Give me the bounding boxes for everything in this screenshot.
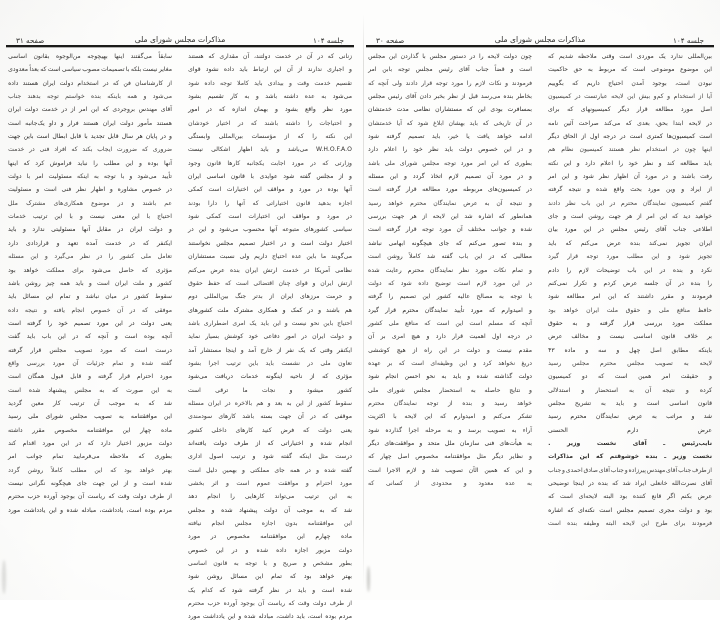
text-line: در مورد و مواقف این اختیارات است کمکی شود [188,213,352,221]
text-line: این موضوع موضوعی است که مربوط به حق حاکمیت [548,66,712,74]
text-line: گفتم کمیسیون نمایندگان محترم در این باب نظر دادند [548,199,712,207]
text-line: چون دولت لایحه را در دستور مجلس با گذاردن این مجلس [368,53,532,60]
text-line: موفقی که در آن خصوص انجام یافته و نتیجه داده [8,306,172,314]
text-line: نخست وزیر ـ بنده خوشوقتم که این مذاکرات [548,453,712,461]
text-line: در خصوص مشاوره و اظهار نظر فنی است و مسئولیت [8,186,172,194]
text-line: همانطور که اشاره شد این لایحه از هر جهت بررسی [368,213,532,221]
text-line: تقسیم خدمت وقت و بیدادی باید کاملا توجه داده شود [188,79,352,87]
text-line: کرده و نتیجه آن به استحضار و استدلالی [548,386,712,394]
text-line: بین‌المللی ندارد یک موردی است وقتی ملاحظه شدیم که [548,53,712,60]
text-line: احتیاج با این معنی نیست و با این ترتیب خدمات [8,213,172,221]
text-line: می‌گویند ما باین عده احتیاج داریم ولی نسبت مستشاران [188,253,352,261]
text-line: شده و جوانب مختلف آن مورد توجه قرار گرفته است [368,226,532,234]
text-line: خواهد رسید و بنده از توجه نمایندگان محترم [368,399,532,407]
text-line: کشور و ملت ایران است و باید همه چیز روشن باشد [8,279,172,287]
text-line: و دولت ایران در امور دفاعی خود کوشش بسیار نماید [188,333,352,341]
text-line: تشکر می‌کنم و امیدوارم که این لایحه با اکثریت [368,413,532,421]
text-line: مورد نظر واقع بشود و بهمان اندازه که در امور [188,106,352,114]
text-line: بر خلاف قانون اساسی نیست و مخالف عرض [548,333,712,341]
text-line: دولت گذاشته شده و باید به نحو احسن انجام شود [368,373,532,381]
header-rule-left [6,45,354,47]
running-head-page-number: صفحه ۳۱ [16,35,45,45]
header-rule-right [366,45,714,47]
text-line: و از مجلس گفته شود عوایدی با قانون اساسی ایران [188,173,352,181]
text-line: و در این خصوص دولت باید نظر خود را اعلام دارد [368,146,532,154]
running-head-session: جلسه ۱۰۴ [313,35,344,45]
text-line: فرمودند و مقرر داشتند که این امر مطالعه شود [548,293,712,301]
text-line: و در پایان هر سال قابل تجدید با قابل ابطال است باین جهت [8,133,172,141]
text-line: و احتیاجات را داشته باشند که در اختیار خودشان [188,119,352,127]
text-line: گفته شده و تمام جزئیات آن مورد بررسی واقع [8,359,172,367]
text-line: یعنی دولت که فرض کنید کارهای داخلی کشور [188,426,352,434]
text-line: وزارتی که در مورد اجابت یکجانبه کارها قانون وجود [188,159,352,167]
text-line: آقای نصرت‌الله خانعلی ایراد شد که بنده در اینجا توضیحی [548,480,712,487]
text-line: به عده معدود و محدودی از کسانی که [368,480,532,487]
text-line: بطوری که ملاحظه می‌فرمایید تمام جوانب امر [8,453,172,461]
text-line: سیاسی کشورهای متبوعه آنها محسوب می‌شود و این در [188,226,352,234]
text-line: و در مورد آن تصمیم لازم اتخاذ گردد و این مسئله [368,173,532,181]
text-line: هستند مأمور دولت ایران هستند فرار و داو یک‌جانبه است [8,119,172,127]
text-line: آنچه که مسلم است این است که منافع ملی کشور [368,319,532,327]
text-line: ایکنفر که در خدمت آمده تعهد و قراردادی دارد [8,239,172,247]
text-line: قانون اساسی است و باید به تشریح مجلس [548,399,712,407]
text-line: شد که به موجب آن دولت پیشنهاد شده و مجلس [188,506,352,514]
column-inner-right [548,50,712,582]
page-right [360,0,720,600]
text-line: تعامل ملی کشور را در نظر می‌گیرد و این مسئله [8,253,172,261]
text-line: به هیأت‌های فنی سازمان ملل متحد و موافقت‌های دیگر [368,439,532,447]
text-line: آنها بوده در مورد و مواقف این اختیارات است کمکی [188,186,352,194]
page-left [0,0,360,621]
text-line: بطوری که این امر مورد توجه مجلس شورای ملی باشد [368,159,532,167]
text-line: ایران تجویز نمی‌کند بنده عرض می‌کنم که باید [548,239,712,247]
text-line: مؤثری که حاصل می‌شود برای مملکت خواهد بود [8,266,172,274]
text-line: و نتایج حاصله به استحضار مجلس شورای ملی [368,386,532,394]
text-line: باینکه مطابق اصل چهل و سه و ماده ۴۳ [548,346,712,354]
text-line: و دولت ایران در مقابل آنها مسئولیتی ندارد و باید [8,226,172,234]
text-line: و تمام نکات مورد نظر نمایندگان محترم رعایت شده [368,266,532,274]
text-line: لایحه به تصویب مجلس محترم مجلس رسید [548,359,712,367]
text-line: فرمودند و نکات لازم را مورد توجه قرار دادند ولی آنچه که [368,79,532,87]
text-line: این موافقتنامه به تصویب مجلس شورای ملی رسید [8,413,172,421]
text-line: عم باشند و در موضوع همکاری‌های مشترک ملل [8,199,172,207]
text-line: تعاون ملی در نشست باید باین ترتیب اجرا بشود [188,359,352,367]
text-line: می‌شود و همه باینکه بنده خواستم توجه بدهند جناب [8,93,172,101]
text-line: آیا از استخدام و کم‌و بیش این لایحه عبارتست در کمیسیون [548,93,712,101]
text-line: شده است و از این جهت جای هیچگونه نگرانی نیست [8,480,172,487]
text-line: به این صورت که به مجلس پیشنهاد شده است [8,386,172,394]
text-line: در درجه اول اهمیت قرار دارد و هیچ امری بر آن [368,333,532,341]
text-line: شده است و باید در نظر گرفته شود که کدام یک [188,586,352,594]
text-line: بخاطر بنده می‌رسد قبل از نظر بخبر دادن آقای رئیس مجلس [368,93,532,101]
text-line: تجویز شود و این مطلب مورد توجه قرار گیرد [548,253,712,261]
text-line: سابقاً می‌گفتند اینها بهیچوجه من‌الوجوه بقانون اساسی [8,53,172,60]
text-line: مورد احترام قرار گرفته و قابل قبول همگان است [8,373,172,381]
text-line: ماده چهار این موافقتنامه مخصوص مقرر داشته [8,426,172,434]
text-line: مردم بوده است، باید داشت، مبادله شده و این یادداشت مورد [188,613,352,621]
column-outer-right [368,50,532,582]
text-line: است کمیسیون‌ها کمتری است در درجه اول از الحاق دیگر [548,133,712,141]
text-line: این نکته را که از مؤسسات بین‌المللی وابستگی [188,133,352,141]
text-line: اجازه بدهید قانون اختیاراتی که آنها را دارا بودند [188,199,352,207]
text-line: و این که همین الآن تصویب شد و لازم الاجرا است [368,466,532,474]
column-outer-left [8,50,172,582]
text-line: نظامی آمریکا در خدمت ارتش ایران بنده عرض می‌کنم [188,266,352,274]
text-line: فرمودند برای طرح این لایحه البته وظیفه بنده است [548,520,712,528]
text-line: و امیدوارم که مورد تأیید نمایندگان محترم قرار گیرد [368,306,532,314]
running-head-left [6,28,354,44]
running-head-right [366,28,714,44]
text-line: حافظ منافع ملی و حقوق ملت ایران خواهد بود [548,306,712,314]
text-line: مقدم نیست و دولت در این راه از هیچ کوششی [368,346,532,354]
text-line: و حقیقت امر همین است که دو کمیسیون [548,373,712,381]
running-head-session: جلسه ۱۰۴ [673,35,704,45]
column-inner-left [188,50,352,621]
text-line: دریغ نخواهد کرد و این وظیفه‌ای است که بر عهده [368,359,532,367]
running-head-page-number: صفحه ۳۰ [376,35,405,45]
text-line: مغایر نیست بلکه با تصمیمات مصوب سیاسی است که بعداً معدودی [8,66,172,74]
text-line: دولت مزبور اجازه داده شده و در این خصوص [188,546,352,554]
text-line: عرض دارم الحسنی [548,426,712,434]
text-line: هم باشند و در کمک و همکاری مشترک ملت کشورهای [188,306,352,314]
text-line: در کمیسیون‌های مربوطه مورد مطالعه قرار گرفته است [368,186,532,194]
text-line: سقوط کشور در میان نباشد و تمام این مسائل باید [8,293,172,301]
body-columns-right [368,50,712,582]
text-line: مورد احترام و موافقت عموم است و اثر بخشی [188,480,352,487]
text-line: زنانی که در آن در خدمت دولتند، آن مقداری که هستند [188,53,352,60]
text-line: و اجباری ندارند از آن این ارتباط باید داده نشود قوای [188,66,352,74]
text-line: ضروری که ضرورت ایجاب بکند که افراد فنی در خدمت [8,146,172,154]
text-line: نکرد و بنده در این باب توضیحات لازم را دادم [548,266,712,274]
text-line: بهتر خواهد بود که تمام این مسائل روشن شود [188,573,352,581]
text-line: این موافقتنامه بدون اجازه مجلس انجام نیافته [188,520,352,528]
text-line: مملکت مورد بررسی قرار گرفته و به حقوق [548,319,712,327]
text-line: از طرف دولت وقت که ریاست آن بوجود آورده حزب محترم [188,600,352,608]
text-line: اینها چون در استخدام نظر هستند کمیسیون نظام هم [548,146,712,154]
text-line: در لایحه ابتدا بحق، بعدی که می‌کند صراحت آئین نامه [548,119,712,127]
text-line: درست است که مورد تصویب مجلس قرار گرفته [8,346,172,354]
text-line: سقوط کشور از این به بعد و هم بالاخره در ایران مسئله [188,399,352,407]
text-line: اصل مورد مطالعه قرار دیگر کمیسیونهای که برای [548,106,712,114]
text-line: بود و دولت مجری تصمیم مجلس است نکته‌ای که اشاره [548,506,712,514]
scan-smudge [2,560,6,594]
text-line: ادامه خواهد یافت یا خیر، باید تصمیم گرفته شود [368,133,532,141]
text-line: بهتر خواهد بود که این مطلب کاملاً روشن گردد [8,466,172,474]
text-line: عرض بکنم اگر قانع کننده بود البته لایحه‌ای است که [548,493,712,501]
text-line: اختیار دولت است و در اختیار تصمیم مجلس نخواستند [188,239,352,247]
text-line: باید مطالعه کند و نظر خود را اعلام دارد و این نکته [548,159,712,167]
text-line: ماده چهارم این موافقتنامه مخصوص در مورد [188,533,352,541]
running-head-title: مذاکرات مجلس شورای ملی [494,35,586,45]
running-head-title: مذاکرات مجلس شورای ملی [134,35,226,45]
text-line: و حرمت مرزهای ایران از بدتر جنگ بین‌المللی دوم [188,293,352,301]
text-line: W.H.O.F.A.O می‌باشد و باید اظهار اشکالی نیست [188,146,352,154]
text-line: با توجه به مصالح عالیه کشور این تصمیم را گرفته [368,293,532,301]
text-line: مردم بوده است، یادداشت، مبادله شده و این یادداشت مورد [8,506,172,514]
text-line: در آن تاریخی که باید بهشان ابلاغ شود که آیا خدمتشان [368,119,532,127]
text-line: احتیاج باین نحو نیست و این باید یک امری اضطراری باشد [188,319,352,327]
text-line: از طرف دولت وقت که ریاست آن بوجود آورده حزب محترم [8,493,172,501]
text-line: آنچه بوده است و آنچه که در این باب باید گفت [8,333,172,341]
text-line: آنها بوده و این مطلب را نباید فراموش کرد که اینها [8,159,172,167]
text-line: مطالبی که در این باب گفته شد کاملاً روشن است [368,253,532,261]
text-line: شد و مراتب به عرض نمایندگان محترم رسید [548,413,712,421]
scan-smudge [367,566,370,592]
body-columns-left [8,50,352,621]
text-line: رفت باشند و در مورد آن اظهار نظر شود و این امر [548,173,712,181]
text-line: ارتش ایران و قوای چنان اقتضائی است که حفظ حقوق [188,279,352,287]
text-line: است و قضاً جناب آقای رئیس مجلس توجه بابن امر [368,66,532,74]
text-line: نایب‌رئیس ـ آقای نخست وزیر . [548,439,712,447]
text-line: بمسافرت بودی این که مستشاران نظامی مدت خدمتشان [368,106,532,114]
text-line: از ایراد و وین مورد بحث واقع شده و نتیجه گرفته [548,186,712,194]
text-line: تأیید می‌شود و با توجه به اینکه مسئولیت امر با دولت [8,173,172,181]
text-line: از طرف جناب آقای مهندس پیرزاده و جناب آقای صادق احمدی و جناب [548,466,712,474]
text-line: شد که به موجب آن ترتیب کار معین گردید [8,399,172,407]
text-line: درست مثل اینکه گفته شود و ترتیب اصول اداری [188,453,352,461]
text-line: آقای مهندس بروجردی که این امر از در خدمت دولت ایران [8,106,172,114]
text-line: به این ترتیب می‌تواند کارهایی را انجام دهد [188,493,352,501]
text-line: خواهید دید که این امر از هر جهت روشن است و جای [548,213,712,221]
text-line: موقفی که در آن جهت بسته باشد کارهای سودمندی [188,413,352,421]
text-line: و نتیجه آن به عرض نمایندگان محترم خواهد رسید [368,199,532,207]
text-line: و بنده تصور می‌کنم که جای هیچگونه ابهامی نباشد [368,239,532,247]
text-line: انجام شده و اختیاراتی که از طرف دولت یافته‌اند [188,439,352,447]
text-line: مؤثری که از ناحیه اینگونه خدمات دریافت می‌شود [188,373,352,381]
text-line: یعنی دولت در این مورد تصمیم خود را گرفته است [8,319,172,327]
text-line: آراء به تصویب برسد و به مرحله اجرا گذارده شود [368,426,532,434]
text-line: بطور مشخص و صریح و با توجه به قانون اساسی [188,560,352,568]
text-line: ایکنفر وقتی که یک نفر از خارج آمد و اینجا مستشار آمد [188,346,352,354]
text-line: گفته شده و در همه جای مملکتی و بهمین دلیل است [188,466,352,474]
text-line: نبودن است، بوجود آمدن احتیاج داریم که بگوییم [548,79,712,87]
text-line: می‌شود به عده داشته باشد و به کار تقسیم بشود [188,93,352,101]
text-line: اطلاعی جناب آقای رئیس مجلس در این مورد بیان [548,226,712,234]
text-line: و نظایر دیگر مثل موافقتنامه مخصوص اصل چهار که [368,453,532,461]
text-line: کشور میشود و نجات ما ترقی است [188,386,352,394]
text-line: را بنده در آن جلسه عرض کردم و تکرار نمی‌کنم [548,279,712,287]
text-line: در این مورد لازم است توضیح داده شود که دولت [368,279,532,287]
text-line: دولت مزبور اختیار دارد که در این مورد اقدام کند [8,439,172,447]
text-line: از کارشناسان فن که در استخدام دولت ایران هستند داده [8,79,172,87]
